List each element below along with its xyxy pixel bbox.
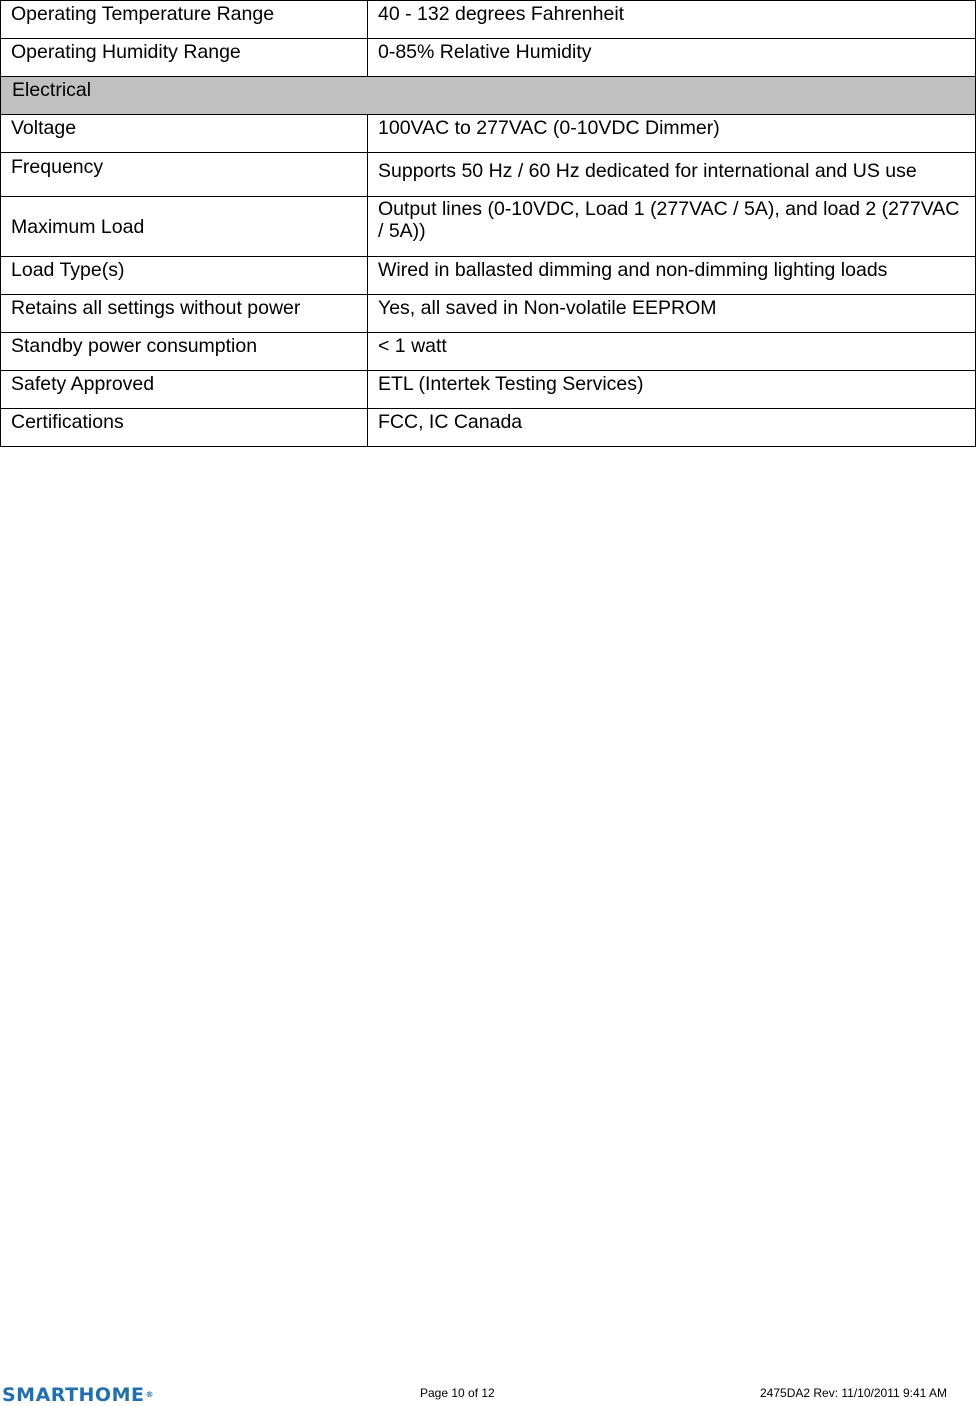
logo-text: SMARTHOME: [2, 1384, 145, 1406]
table-row: [1, 409, 976, 447]
table-row: [1, 153, 976, 197]
row-label: Maximum Load: [1, 197, 368, 257]
page-number: Page 10 of 12: [420, 1386, 495, 1400]
row-value: Output lines (0-10VDC, Load 1 (277VAC / 5A), and load 2 (277VAC / 5A)): [368, 197, 976, 257]
section-header-row: [1, 77, 976, 115]
row-label: Retains all settings without power: [1, 295, 368, 333]
registered-mark: ®: [145, 1390, 154, 1399]
row-label: Load Type(s): [1, 257, 368, 295]
table-row: [1, 115, 976, 153]
row-value: < 1 watt: [368, 333, 976, 371]
revision-info: 2475DA2 Rev: 11/10/2011 9:41 AM: [760, 1386, 948, 1400]
row-label: Frequency: [1, 153, 368, 197]
row-value: FCC, IC Canada: [368, 409, 976, 447]
table-row: [1, 257, 976, 295]
page-footer: [0, 1383, 976, 1405]
row-label: Standby power consumption: [1, 333, 368, 371]
row-value: Supports 50 Hz / 60 Hz dedicated for international and US use: [368, 153, 976, 197]
table-row: [1, 197, 976, 257]
smarthome-logo: [2, 1384, 154, 1406]
row-value: Yes, all saved in Non-volatile EEPROM: [368, 295, 976, 333]
row-label: Certifications: [1, 409, 368, 447]
specifications-table: [0, 0, 976, 447]
table-row: [1, 295, 976, 333]
row-label: Operating Humidity Range: [1, 39, 368, 77]
section-title: Electrical: [1, 77, 976, 115]
table-row: [1, 333, 976, 371]
row-value: 0-85% Relative Humidity: [368, 39, 976, 77]
table-row: [1, 1, 976, 39]
table-row: [1, 371, 976, 409]
row-value: Wired in ballasted dimming and non-dimming lighting loads: [368, 257, 976, 295]
row-label: Safety Approved: [1, 371, 368, 409]
table-row: [1, 39, 976, 77]
row-value: 100VAC to 277VAC (0-10VDC Dimmer): [368, 115, 976, 153]
row-label: Operating Temperature Range: [1, 1, 368, 39]
row-value: ETL (Intertek Testing Services): [368, 371, 976, 409]
row-value: 40 - 132 degrees Fahrenheit: [368, 1, 976, 39]
row-label: Voltage: [1, 115, 368, 153]
